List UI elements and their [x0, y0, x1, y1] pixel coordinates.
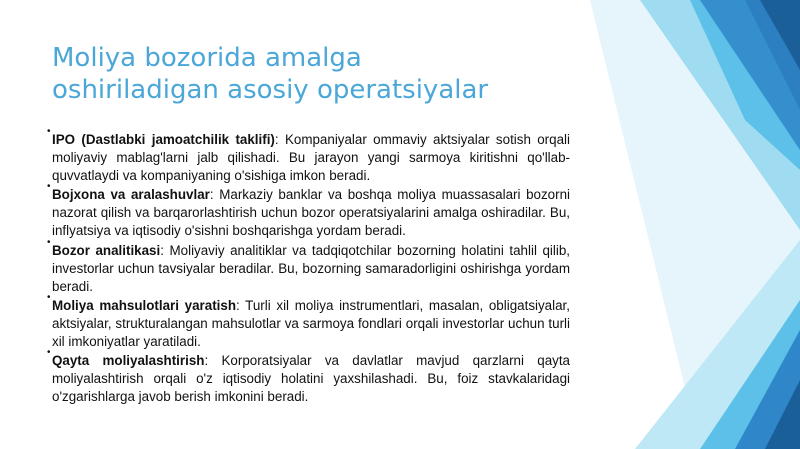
bullet-text: : Kompaniyalar ommaviy aktsiyalar sotish orqali moliyaviy mablag'larni jalb qilishadi. Bu jarayon yangi sarmoya kiritishni qo'llab-quvvatlaydi va kompaniyaning o'sishiga imkon beradi.	[52, 132, 570, 184]
bullet-term: Bojxona va aralashuvlar	[52, 187, 210, 203]
bullet-marker: •	[47, 291, 51, 303]
bullet-marker: •	[47, 181, 51, 193]
bullet-item-analytics	[47, 236, 570, 296]
slide-title-line-1: Moliya bozorida amalga	[52, 43, 362, 73]
bullet-term: IPO (Dastlabki jamoatchilik taklifi)	[52, 132, 275, 147]
bullet-term: Qayta moliyalashtirish	[52, 353, 205, 369]
bullet-text: : Markaziy banklar va boshqa moliya muassasalari bozorni nazorat qilish va barqarorlashtirish uchun bozor operatsiyalarini amalga oshiradilar. Bu, inflyatsiya va iqtisodiy o'sishni boshqarishga yordam beradi.	[52, 187, 570, 239]
bullet-marker: •	[47, 236, 51, 248]
bullet-marker: •	[47, 347, 51, 359]
slide-title-line-2: oshiriladigan asosiy operatsiyalar	[52, 75, 489, 105]
bullet-marker: •	[47, 126, 51, 137]
bullet-term: Bozor analitikasi	[52, 242, 161, 258]
bullet-item-products	[47, 291, 570, 351]
bullet-term: Moliya mahsulotlari yaratish	[52, 297, 237, 313]
bullet-text: : Korporatsiyalar va davlatlar mavjud qarzlarni qayta moliyalashtirish orqali o'z iqtisodiy holatini yaxshilashadi. Bu, foiz stavkalaridagi o'zgarishlarga javob berish imkonini beradi.	[52, 353, 570, 405]
slide-title	[52, 42, 572, 106]
bullet-item-customs	[47, 181, 570, 240]
bullet-list	[47, 126, 570, 407]
bullet-text: : Moliyaviy analitiklar va tadqiqotchilar bozorning holatini tahlil qilib, investorlar uchun tavsiyalar beradilar. Bu, bozorning samaradorligini oshirishga yordam beradi.	[52, 242, 570, 294]
bullet-item-ipo	[47, 126, 570, 185]
bullet-text: : Turli xil moliya instrumentlari, masalan, obligatsiyalar, aktsiyalar, strukturalangan mahsulotlar va sarmoya fondlari orqali investorlar uchun turli xil imkoniyatlar yaratiladi.	[52, 297, 570, 350]
bullet-item-refinancing	[47, 347, 570, 406]
